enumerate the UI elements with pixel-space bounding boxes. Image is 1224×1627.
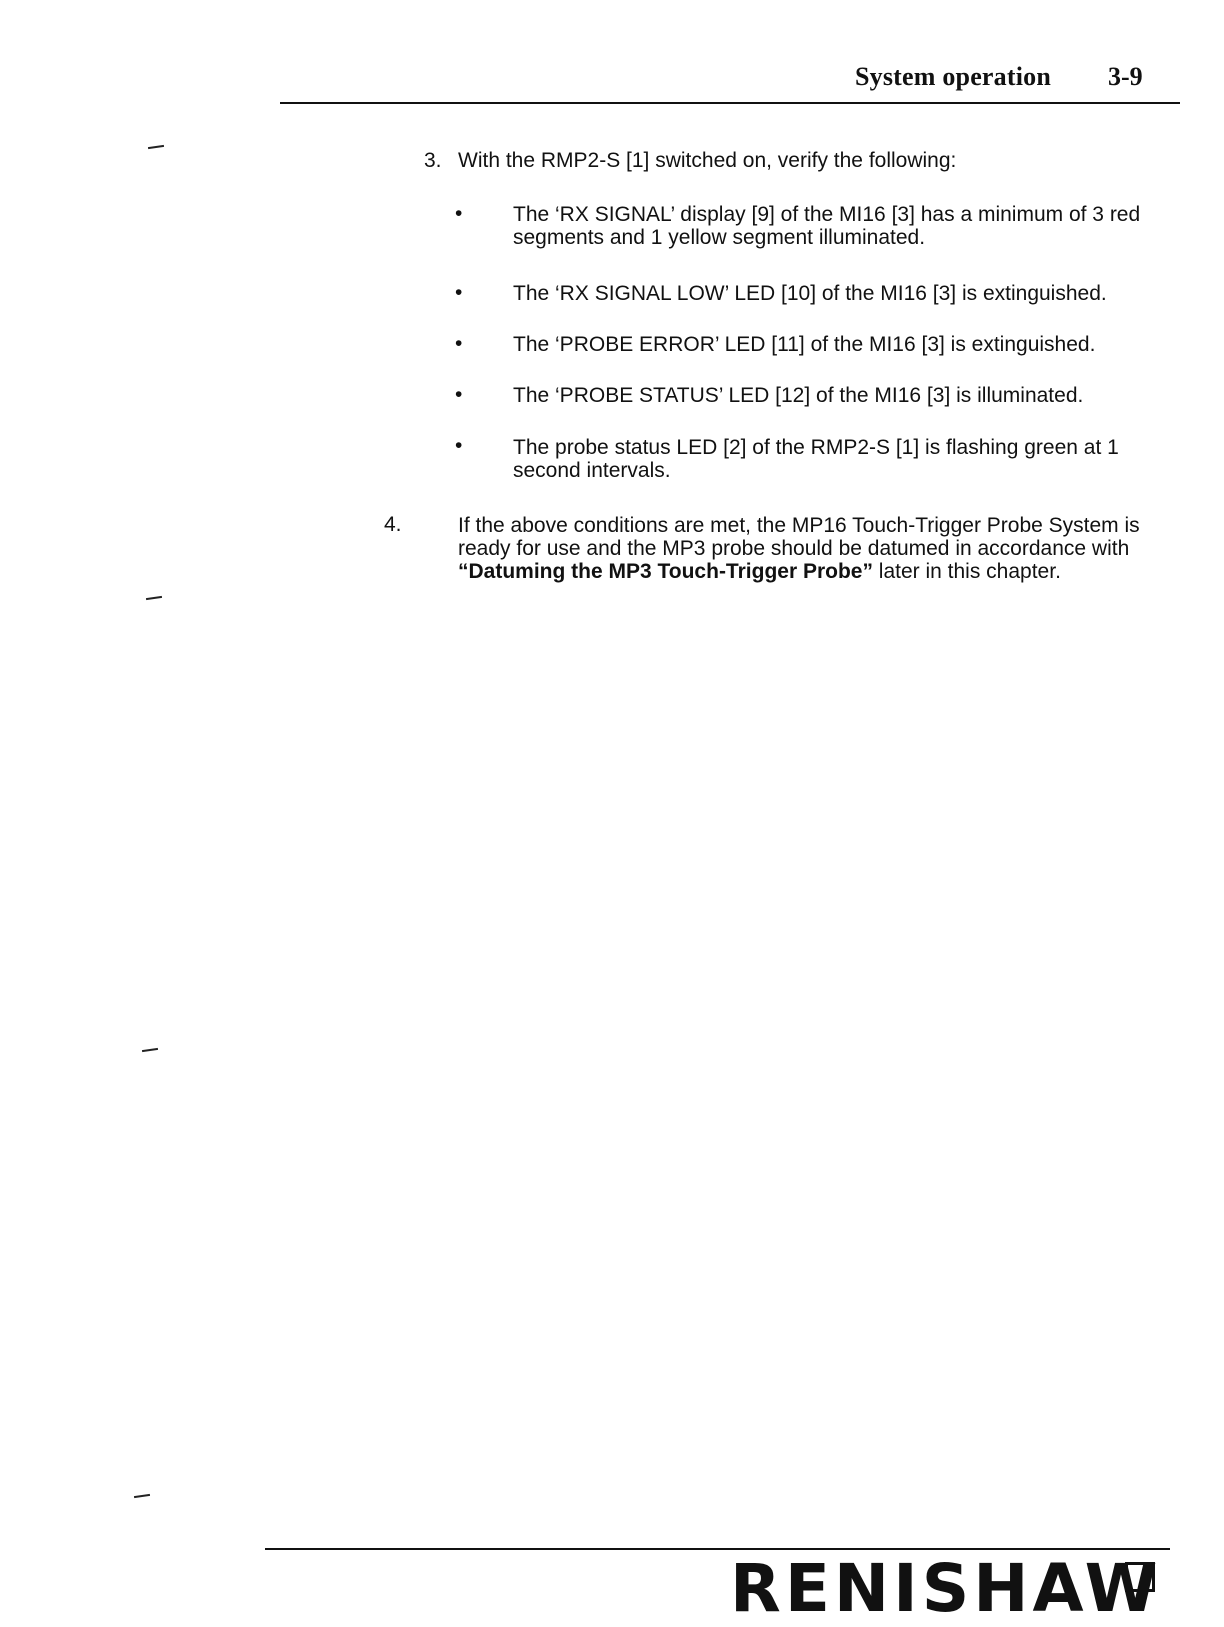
- renishaw-logo: [730, 1550, 1162, 1627]
- step-text-end: later in this chapter.: [872, 560, 1061, 583]
- logo-wordmark: RENISHAW: [730, 1550, 1162, 1627]
- header-rule: [280, 102, 1180, 104]
- logo-mark-icon: [1125, 1562, 1155, 1592]
- bullet-icon: •: [455, 434, 463, 457]
- bullet-icon: •: [455, 202, 463, 225]
- section-title: System operation: [855, 62, 1052, 91]
- step-text: With the RMP2-S [1] switched on, verify the following:: [458, 149, 957, 172]
- bullet-item: The ‘RX SIGNAL’ display [9] of the MI16 [3] has a minimum of 3 red segments and 1 yellow segment illuminated.: [513, 203, 1141, 249]
- step-text: [458, 514, 1180, 583]
- step-text-intro: If the above conditions are met, the MP16 Touch-Trigger Probe System is ready for use and the MP3 probe should be datumed in accordance with: [458, 514, 1140, 560]
- margin-mark: [146, 596, 162, 600]
- step-number: 4.: [384, 513, 402, 536]
- bullet-icon: •: [455, 332, 463, 355]
- bullet-icon: •: [455, 281, 463, 304]
- margin-mark: [142, 1048, 158, 1052]
- page-number: 3-9: [1108, 62, 1143, 91]
- bullet-item: The probe status LED [2] of the RMP2-S [1] is flashing green at 1 second intervals.: [513, 436, 1119, 482]
- bullet-item: The ‘PROBE ERROR’ LED [11] of the MI16 [3] is extinguished.: [513, 333, 1096, 356]
- bullet-item: The ‘PROBE STATUS’ LED [12] of the MI16 [3] is illuminated.: [513, 384, 1084, 407]
- step-number: 3.: [424, 149, 442, 172]
- cross-reference: “Datuming the MP3 Touch-Trigger Probe”: [458, 560, 873, 583]
- margin-mark: [134, 1494, 150, 1498]
- bullet-icon: •: [455, 383, 463, 406]
- bullet-item: The ‘RX SIGNAL LOW’ LED [10] of the MI16 [3] is extinguished.: [513, 282, 1107, 305]
- margin-mark: [148, 145, 164, 149]
